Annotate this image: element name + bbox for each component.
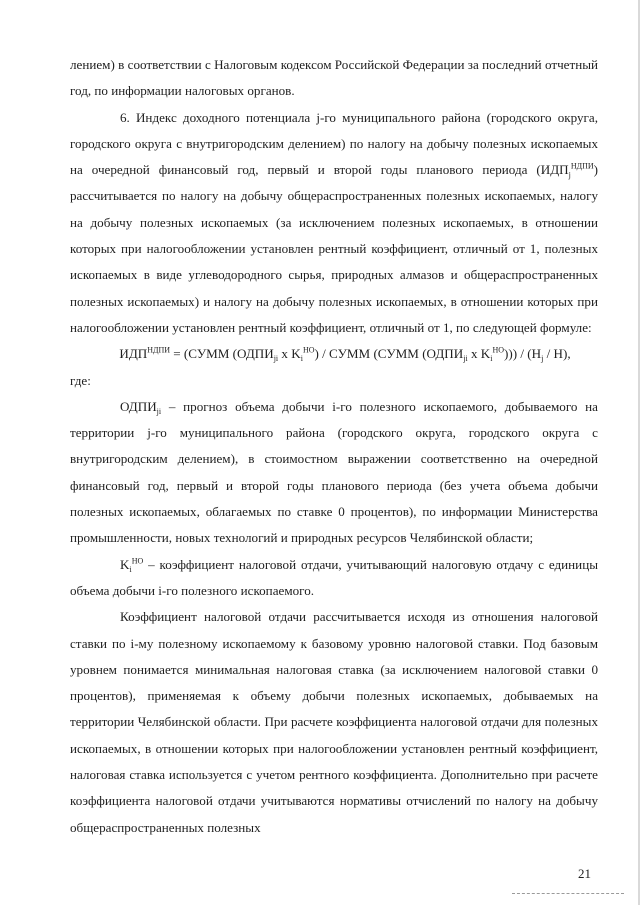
index-subscript-j: j (568, 170, 571, 180)
formula-sub-ji: ji (273, 354, 279, 364)
paragraph-index-text-b: ) рассчитывается по налогу на добычу общераспространенных полезных ископаемых, налогу на добычу полезных ископаемых (за исключением полезных ископаемых, в отношении которых при налогообложении установлен рентный коэффициент, отличный от 1, полезных ископаемых в виде углеводородного сырья, природных алмазов и общераспространенных полезных ископаемых) и налогу на добычу полезных ископаемых, в отношении которых при налогообложении установлен рентный коэффициент, отличный от 1, по следующей формуле: (70, 162, 598, 335)
formula-sub-ji-2: ji (463, 354, 468, 364)
definition-odpi (70, 394, 598, 552)
formula-sup-ho: НО (302, 345, 315, 355)
paragraph-continuation: лением) в соответствии с Налоговым кодексом Российской Федерации за последний отчетный год, по информации налоговых органов. (70, 57, 598, 99)
definition-odpi-sub: ji (156, 406, 162, 416)
paragraph-index-text-a: 6. Индекс доходного потенциала j-го муниципального района (городского округа, городского округа с внутригородским делением) по налогу на добычу полезных ископаемых на очередной финансовый год, первый и второй годы планового периода (ИДП (70, 109, 598, 178)
paragraph-coefficient: Коэффициент налоговой отдачи рассчитывается исходя из отношения налоговой ставки по i-му полезному ископаемому к базовому уровню налоговой ставки. Под базовым уровнем понимается минимальная налоговая ставка (за исключением налоговой ставки 0 процентов), применяемая к объему добычи полезных ископаемых, добываемых на территории Челябинской области. При расчете коэффициента налоговой отдачи для полезных ископаемых, в отношении которых при налогообложении установлен рентный коэффициент, налоговая ставка используется с учетом рентного коэффициента. Дополнительно при расчете коэффициента налоговой отдачи учитываются нормативы отчислений по налогу на добычу общераспространенных полезных (70, 609, 598, 835)
formula (70, 341, 598, 367)
formula-part-1: = (СУММ (ОДПИ (170, 346, 274, 362)
formula-part-6: / H), (543, 346, 571, 362)
definition-k-sub: i (129, 564, 132, 574)
formula-sub-i-2: i (490, 354, 493, 364)
formula-lhs: ИДП (119, 346, 148, 362)
formula-part-5: ))) / (H (504, 346, 542, 362)
index-superscript-ndpi: НДПИ (570, 161, 594, 171)
definition-k-text: – коэффициент налоговой отдачи, учитывающий налоговую отдачу с единицы объема добычи i-го полезного ископаемого. (70, 556, 598, 598)
document-body (70, 52, 598, 841)
definition-k-sup: НО (131, 556, 144, 566)
definition-odpi-text: – прогноз объема добычи i-го полезного ископаемого, добываемого на территории j-го муниципального района (городского округа, городского округа с внутригородским делением), в стоимостном выражении соответственно на очередной финансовый год, первый и второй годы планового периода (без учета объема добычи полезных ископаемых, облагаемых по ставке 0 процентов), по информации Министерства промышленности, новых технологий и природных ресурсов Челябинской области; (70, 398, 598, 546)
page-number: 21 (578, 866, 591, 881)
formula-part-3: ) / СУММ (СУММ (ОДПИ (314, 346, 464, 362)
where-label: где: (70, 372, 91, 388)
formula-sup-ho-2: НО (492, 345, 505, 355)
formula-part-2: x K (278, 346, 301, 362)
paragraph-index-definition (70, 105, 598, 342)
footer-divider (512, 893, 624, 894)
formula-sub-j: j (541, 354, 544, 364)
formula-sub-i: i (300, 354, 303, 364)
definition-k-term: K (120, 556, 130, 572)
formula-lhs-sup: НДПИ (147, 345, 170, 355)
formula-part-4: x K (467, 346, 491, 362)
definition-odpi-term: ОДПИ (120, 398, 157, 414)
definition-k (70, 552, 598, 605)
